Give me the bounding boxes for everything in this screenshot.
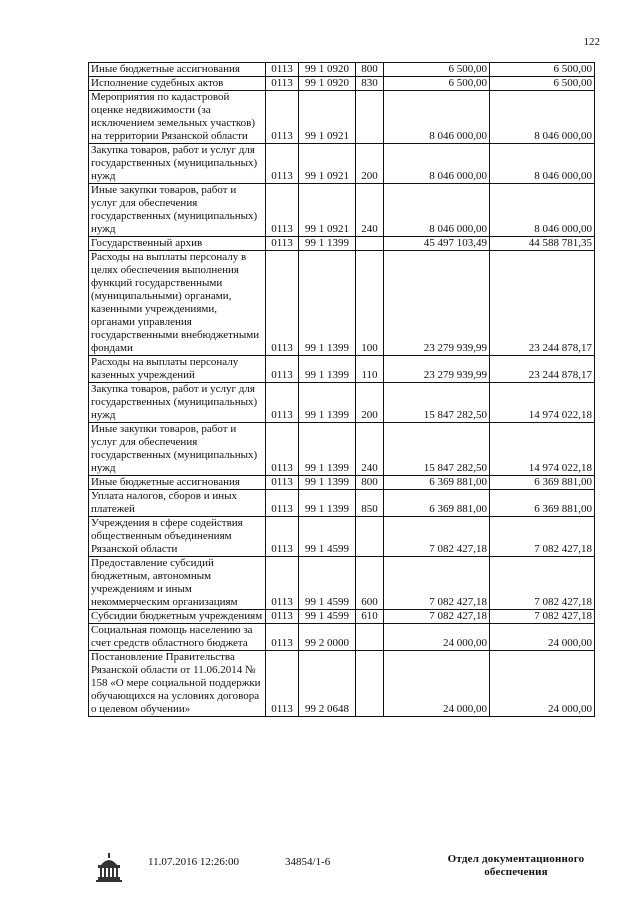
row-sum-2: 14 974 022,18 (490, 423, 595, 476)
row-sum-1: 7 082 427,18 (384, 610, 490, 624)
table-row (89, 237, 595, 251)
row-sum-1: 8 046 000,00 (384, 144, 490, 184)
row-sum-1: 15 847 282,50 (384, 423, 490, 476)
row-code: 99 1 0921 (299, 144, 356, 184)
footer-doc-number: 34854/1-6 (285, 856, 331, 868)
table-row (89, 63, 595, 77)
budget-table (88, 62, 595, 717)
row-sum-1: 7 082 427,18 (384, 517, 490, 557)
row-sum-2: 23 244 878,17 (490, 356, 595, 383)
row-sum-2: 7 082 427,18 (490, 557, 595, 610)
row-section: 0113 (266, 476, 299, 490)
row-sum-1: 23 279 939,99 (384, 251, 490, 356)
row-section: 0113 (266, 356, 299, 383)
row-sum-1: 8 046 000,00 (384, 91, 490, 144)
row-sum-2: 6 369 881,00 (490, 490, 595, 517)
row-code: 99 1 1399 (299, 251, 356, 356)
row-sum-2: 24 000,00 (490, 624, 595, 651)
table-row (89, 557, 595, 610)
table-row (89, 383, 595, 423)
row-sum-2: 23 244 878,17 (490, 251, 595, 356)
table-row (89, 651, 595, 717)
row-section: 0113 (266, 624, 299, 651)
row-section: 0113 (266, 144, 299, 184)
row-section: 0113 (266, 651, 299, 717)
row-section: 0113 (266, 557, 299, 610)
row-code: 99 1 0920 (299, 63, 356, 77)
row-type: 200 (356, 383, 384, 423)
table-row (89, 476, 595, 490)
row-section: 0113 (266, 63, 299, 77)
row-name: Расходы на выплаты персоналу в целях обеспечения выполнения функций государственными (муниципальными) органами, казенными учреждениями, органами управления государственными внебюджетными фондами (89, 251, 266, 356)
row-sum-1: 8 046 000,00 (384, 184, 490, 237)
row-sum-1: 6 369 881,00 (384, 476, 490, 490)
row-section: 0113 (266, 423, 299, 476)
row-code: 99 1 1399 (299, 476, 356, 490)
row-type (356, 651, 384, 717)
footer-department (438, 853, 594, 879)
row-sum-1: 7 082 427,18 (384, 557, 490, 610)
row-type: 240 (356, 184, 384, 237)
footer-department-line2: обеспечения (484, 866, 548, 878)
row-sum-1: 45 497 103,49 (384, 237, 490, 251)
row-type: 600 (356, 557, 384, 610)
row-code: 99 1 1399 (299, 490, 356, 517)
row-type (356, 91, 384, 144)
row-section: 0113 (266, 237, 299, 251)
row-sum-1: 15 847 282,50 (384, 383, 490, 423)
row-name: Уплата налогов, сборов и иных платежей (89, 490, 266, 517)
table-row (89, 251, 595, 356)
duma-logo-icon (92, 852, 126, 886)
row-section: 0113 (266, 610, 299, 624)
row-type: 240 (356, 423, 384, 476)
table-row (89, 423, 595, 476)
row-type: 100 (356, 251, 384, 356)
budget-table-body (89, 63, 595, 717)
row-code: 99 1 1399 (299, 383, 356, 423)
row-name: Расходы на выплаты персоналу казенных учреждений (89, 356, 266, 383)
row-sum-2: 14 974 022,18 (490, 383, 595, 423)
row-type (356, 517, 384, 557)
row-sum-1: 6 500,00 (384, 63, 490, 77)
row-sum-2: 24 000,00 (490, 651, 595, 717)
row-name: Учреждения в сфере содействия общественным объединениям Рязанской области (89, 517, 266, 557)
footer-department-line1: Отдел документационного (447, 853, 585, 865)
row-type: 850 (356, 490, 384, 517)
row-code: 99 1 4599 (299, 557, 356, 610)
row-section: 0113 (266, 184, 299, 237)
row-sum-2: 6 500,00 (490, 77, 595, 91)
row-sum-2: 7 082 427,18 (490, 517, 595, 557)
row-section: 0113 (266, 91, 299, 144)
row-sum-1: 24 000,00 (384, 651, 490, 717)
row-name: Исполнение судебных актов (89, 77, 266, 91)
row-sum-1: 24 000,00 (384, 624, 490, 651)
row-sum-1: 23 279 939,99 (384, 356, 490, 383)
row-sum-2: 8 046 000,00 (490, 144, 595, 184)
row-sum-2: 44 588 781,35 (490, 237, 595, 251)
table-row (89, 624, 595, 651)
page-footer (0, 848, 640, 905)
row-sum-1: 6 500,00 (384, 77, 490, 91)
row-type: 110 (356, 356, 384, 383)
table-row (89, 144, 595, 184)
row-sum-2: 6 369 881,00 (490, 476, 595, 490)
row-sum-2: 6 500,00 (490, 63, 595, 77)
row-code: 99 1 0920 (299, 77, 356, 91)
row-section: 0113 (266, 490, 299, 517)
row-name: Мероприятия по кадастровой оценке недвижимости (за исключением земельных участков) на территории Рязанской области (89, 91, 266, 144)
row-code: 99 1 0921 (299, 91, 356, 144)
row-name: Закупка товаров, работ и услуг для государственных (муниципальных) нужд (89, 144, 266, 184)
row-section: 0113 (266, 77, 299, 91)
table-row (89, 184, 595, 237)
row-type: 610 (356, 610, 384, 624)
row-name: Иные закупки товаров, работ и услуг для обеспечения государственных (муниципальных) нужд (89, 423, 266, 476)
row-name: Государственный архив (89, 237, 266, 251)
row-type (356, 237, 384, 251)
row-name: Субсидии бюджетным учреждениям (89, 610, 266, 624)
table-row (89, 517, 595, 557)
row-type: 200 (356, 144, 384, 184)
row-code: 99 2 0648 (299, 651, 356, 717)
row-code: 99 1 0921 (299, 184, 356, 237)
row-code: 99 1 4599 (299, 517, 356, 557)
row-name: Иные бюджетные ассигнования (89, 476, 266, 490)
row-section: 0113 (266, 383, 299, 423)
row-type: 830 (356, 77, 384, 91)
table-row (89, 91, 595, 144)
row-name: Постановление Правительства Рязанской области от 11.06.2014 № 158 «О мере социальной поддержки обучающихся на условиях договора о целевом обучении» (89, 651, 266, 717)
row-code: 99 1 1399 (299, 423, 356, 476)
row-section: 0113 (266, 517, 299, 557)
footer-datetime: 11.07.2016 12:26:00 (148, 856, 239, 868)
row-sum-1: 6 369 881,00 (384, 490, 490, 517)
table-row (89, 77, 595, 91)
row-name: Предоставление субсидий бюджетным, автономным учреждениям и иным некоммерческим организациям (89, 557, 266, 610)
row-sum-2: 7 082 427,18 (490, 610, 595, 624)
row-type: 800 (356, 476, 384, 490)
row-name: Иные закупки товаров, работ и услуг для обеспечения государственных (муниципальных) нужд (89, 184, 266, 237)
row-sum-2: 8 046 000,00 (490, 184, 595, 237)
table-row (89, 356, 595, 383)
row-section: 0113 (266, 251, 299, 356)
row-code: 99 1 4599 (299, 610, 356, 624)
row-name: Социальная помощь населению за счет средств областного бюджета (89, 624, 266, 651)
row-code: 99 2 0000 (299, 624, 356, 651)
row-name: Закупка товаров, работ и услуг для государственных (муниципальных) нужд (89, 383, 266, 423)
row-sum-2: 8 046 000,00 (490, 91, 595, 144)
table-row (89, 490, 595, 517)
row-type (356, 624, 384, 651)
table-row (89, 610, 595, 624)
row-name: Иные бюджетные ассигнования (89, 63, 266, 77)
row-type: 800 (356, 63, 384, 77)
row-code: 99 1 1399 (299, 237, 356, 251)
page-number: 122 (583, 36, 600, 48)
row-code: 99 1 1399 (299, 356, 356, 383)
